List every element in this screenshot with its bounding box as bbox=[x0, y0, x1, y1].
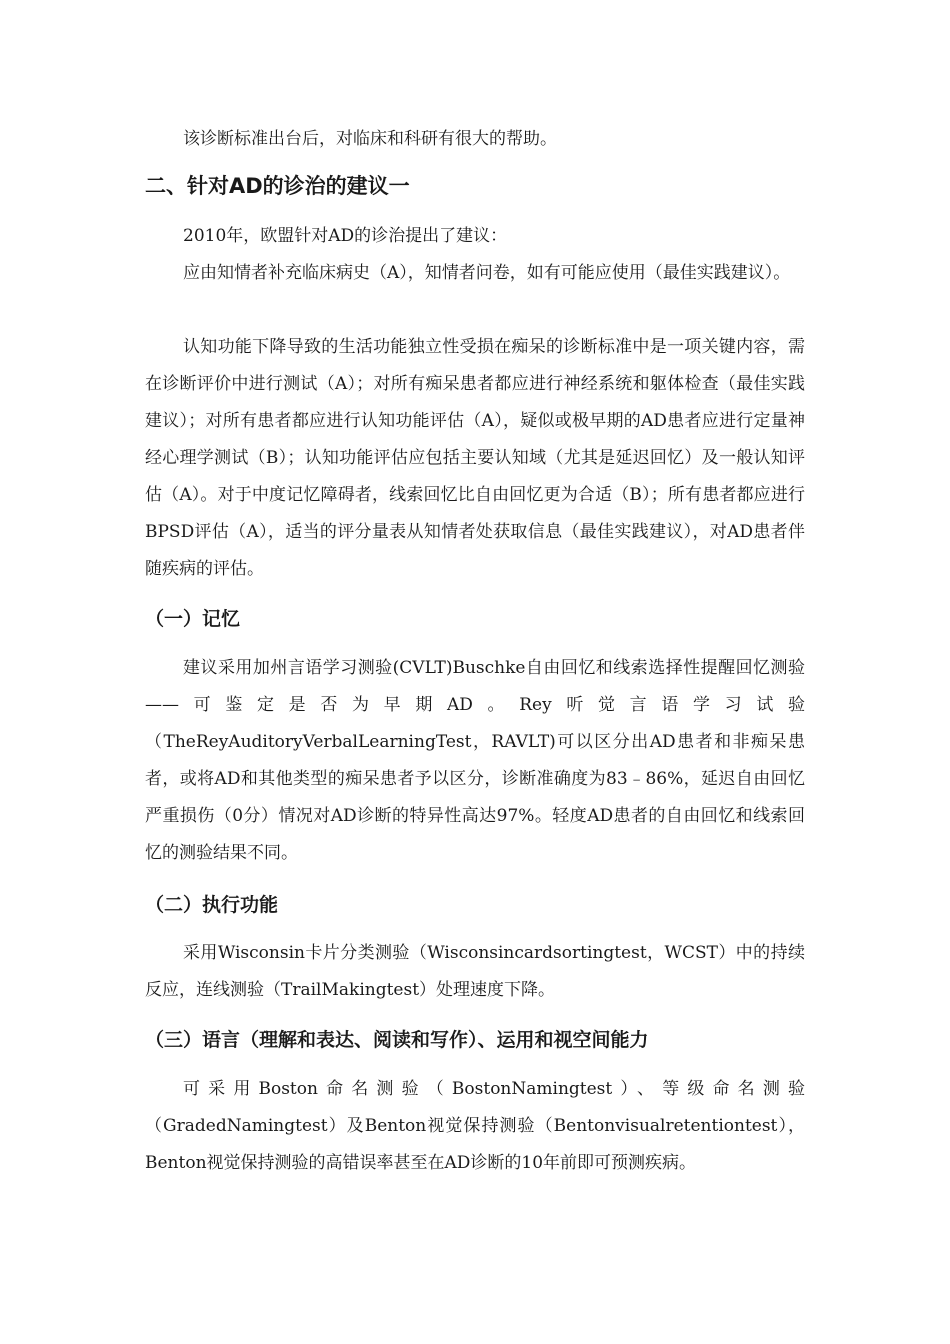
paragraph-eu-recommendation: 2010年，欧盟针对AD的诊治提出了建议： bbox=[183, 226, 508, 246]
subsection-text-language: 可采用Boston命名测验（BostonNamingtest）、等级命名测验（GradedNamingtest）及Benton视觉保持测验（Bentonvisualretentiontest），Benton视觉保持测验的高错误率甚至在AD诊断的10年前即可预测疾病。 bbox=[145, 1079, 805, 1173]
paragraph-cognitive-assessment: 认知功能下降导致的生活功能独立性受损在痴呆的诊断标准中是一项关键内容，需在诊断评价中进行测试（A）；对所有痴呆患者都应进行神经系统和躯体检查（最佳实践建议）；对所有患者都应进行认知功能评估（A），疑似或极早期的AD患者应进行定量神经心理学测试（B）；认知功能评估应包括主要认知域（尤其是延迟回忆）及一般认知评估（A）。对于中度记忆障碍者，线索回忆比自由回忆更为合适（B）；所有患者都应进行BPSD评估（A），适当的评分量表从知情者处获取信息（最佳实践建议），对AD患者伴随疾病的评估。 bbox=[145, 337, 805, 579]
subsection-heading-executive-function: （二）执行功能 bbox=[145, 894, 279, 916]
subsection-heading-memory: （一）记忆 bbox=[145, 608, 241, 630]
paragraph-clinical-history: 应由知情者补充临床病史（A），知情者问卷，如有可能应使用（最佳实践建议）。 bbox=[183, 263, 791, 283]
subsection-heading-language: （三）语言（理解和表达、阅读和写作）、运用和视空间能力 bbox=[145, 1029, 649, 1051]
intro-paragraph: 该诊断标准出台后，对临床和科研有很大的帮助。 bbox=[183, 129, 557, 149]
section-heading: 二、针对AD的诊治的建议一 bbox=[145, 174, 410, 198]
subsection-text-executive-function: 采用Wisconsin卡片分类测验（Wisconsincardsortingtest，WCST）中的持续反应，连线测验（TrailMakingtest）处理速度下降。 bbox=[145, 943, 805, 1000]
subsection-text-memory: 建议采用加州言语学习测验(CVLT)Buschke自由回忆和线索选择性提醒回忆测验——可鉴定是否为早期AD。Rey听觉言语学习试验（TheReyAuditoryVerbalLearningTest，RAVLT)可以区分出AD患者和非痴呆患者，或将AD和其他类型的痴呆患者予以区分，诊断准确度为83﹣86%，延迟自由回忆严重损伤（0分）情况对AD诊断的特异性高达97%。轻度AD患者的自由回忆和线索回忆的测验结果不同。 bbox=[145, 658, 805, 863]
